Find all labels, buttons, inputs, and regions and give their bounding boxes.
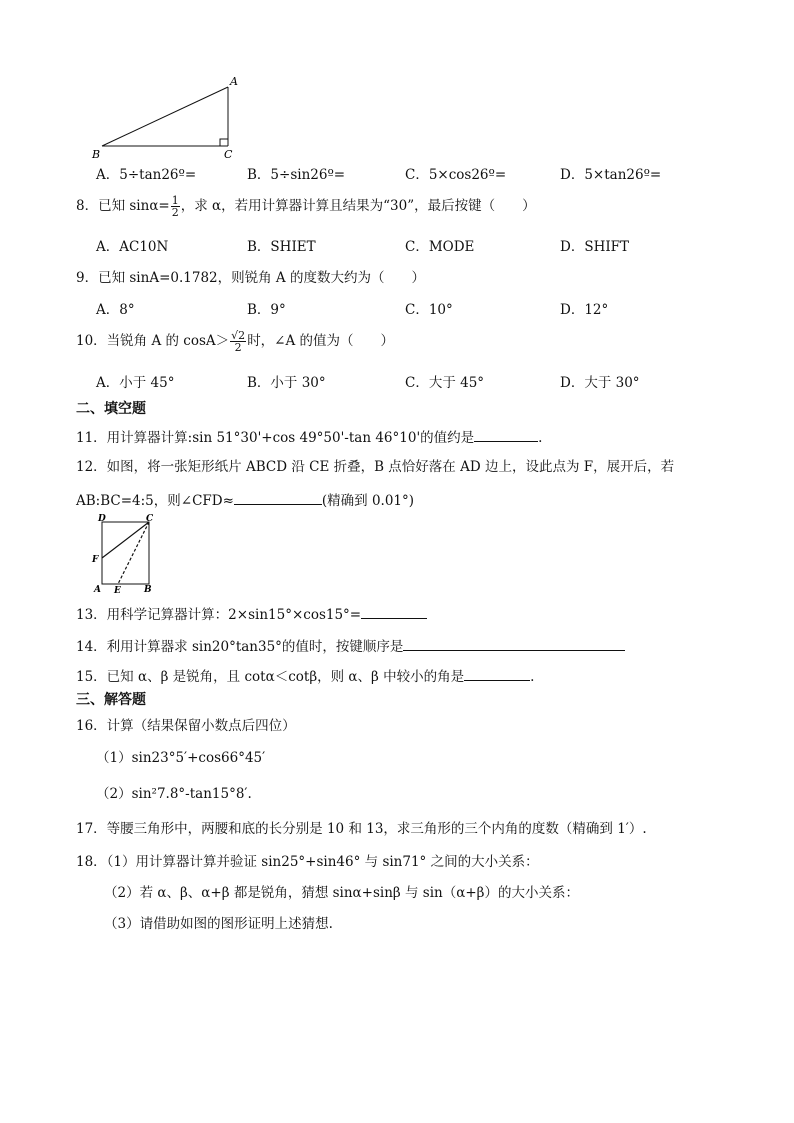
q10-frac-num: √2 (231, 329, 246, 342)
vertex-label-f: F (92, 555, 99, 565)
vertex-label-c2: C (146, 514, 154, 524)
q18-part3: （3）请借助如图的图形证明上述猜想. (104, 916, 333, 932)
q14-answer-blank[interactable] (403, 636, 625, 651)
q8-prefix: 8．已知 sinα= (76, 198, 170, 214)
fold-line-ce (118, 522, 149, 584)
vertex-label-c: C (224, 148, 233, 161)
vertex-label-a: A (230, 75, 238, 88)
triangle-side-ba (102, 87, 228, 146)
q13-answer-blank[interactable] (361, 604, 427, 619)
q15-tail: . (530, 669, 535, 685)
q12-answer-blank[interactable] (234, 490, 322, 505)
q8-option-a[interactable]: A．AC10N (96, 239, 169, 255)
q7-option-b[interactable]: B．5÷sin26º= (247, 167, 346, 183)
q13-text: 13．用科学记算器计算：2×sin15°×cos15°= (76, 607, 362, 623)
q12-line2 (76, 490, 414, 509)
q15-answer-blank[interactable] (464, 666, 530, 681)
q8-suffix: ，求 α，若用计算器计算且结果为“30”，最后按键（ ） (180, 198, 536, 214)
q9-option-d[interactable]: D．12° (560, 302, 609, 318)
q15-text: 15．已知 α、β 是锐角，且 cotα＜cotβ，则 α、β 中较小的角是 (76, 669, 465, 685)
q11-answer-blank[interactable] (474, 427, 538, 442)
q12-line1: 12．如图，将一张矩形纸片 ABCD 沿 CE 折叠，B 点恰好落在 AD 边上，设此点为 F，展开后，若 (76, 459, 675, 475)
q9-option-b[interactable]: B．9° (247, 302, 286, 318)
q10-option-d[interactable]: D．大于 30° (560, 375, 640, 391)
q12-text: AB:BC=4:5，则∠CFD≈ (76, 493, 234, 509)
q10-option-b[interactable]: B．小于 30° (247, 375, 326, 391)
q13-question (76, 604, 427, 623)
q10-prefix: 10．当锐角 A 的 cosA＞ (76, 333, 230, 349)
fold-line-fc (102, 522, 149, 558)
right-angle-mark (220, 139, 228, 146)
vertex-label-a2: A (94, 585, 101, 595)
section-solve-title: 三、解答题 (76, 692, 146, 708)
vertex-label-b: B (92, 148, 101, 161)
q10-suffix: 时，∠A 的值为（ ） (247, 333, 395, 349)
q11-text: 11．用计算器计算:sin 51°30'+cos 49°50'-tan 46°10'的值约是 (76, 430, 475, 446)
vertex-label-e: E (114, 586, 121, 596)
q11-tail: . (538, 430, 543, 446)
q10-fraction (230, 330, 246, 353)
q8-frac-den: 2 (171, 206, 179, 219)
section-fill-in-title: 二、填空题 (76, 401, 146, 417)
q8-frac-num: 1 (171, 194, 179, 207)
q8-option-c[interactable]: C．MODE (405, 239, 475, 255)
q15-question (76, 666, 534, 685)
q18-part2: （2）若 α、β、α+β 都是锐角，猜想 sinα+sinβ 与 sin（α+β）的大小关系： (104, 885, 579, 901)
q7-option-d[interactable]: D．5×tan26º= (560, 167, 662, 183)
q8-option-b[interactable]: B．SHIET (247, 239, 316, 255)
q9-option-c[interactable]: C．10° (405, 302, 453, 318)
triangle-figure (88, 72, 248, 164)
q7-option-c[interactable]: C．5×cos26º= (405, 167, 507, 183)
q9-option-a[interactable]: A．8° (96, 302, 135, 318)
q7-option-a[interactable]: A．5÷tan26º= (96, 167, 197, 183)
vertex-label-d: D (98, 514, 106, 524)
q8-fraction (171, 195, 180, 218)
q14-question (76, 636, 625, 655)
q16-part1: （1）sin23°5′+cos66°45′ (96, 750, 266, 766)
vertex-label-b2: B (144, 585, 152, 595)
q16-question: 16．计算（结果保留小数点后四位） (76, 718, 296, 734)
q17-question: 17．等腰三角形中，两腰和底的长分别是 10 和 13，求三角形的三个内角的度数（精确到 1′）. (76, 821, 647, 837)
q10-option-a[interactable]: A．小于 45° (96, 375, 175, 391)
q8-question (76, 195, 536, 218)
q16-part2: （2）sin²7.8°-tan15°8′. (96, 786, 252, 802)
q14-text: 14．利用计算器求 sin20°tan35°的值时，按键顺序是 (76, 639, 404, 655)
q12-tail: (精确到 0.01°) (321, 493, 415, 509)
rectangle-figure (88, 512, 164, 596)
q18-part1: 18．（1）用计算器计算并验证 sin25°+sin46° 与 sin71° 之间的大小关系： (76, 854, 539, 870)
q8-option-d[interactable]: D．SHIFT (560, 239, 630, 255)
q9-question: 9．已知 sinA=0.1782，则锐角 A 的度数大约为（ ） (76, 270, 425, 286)
q10-frac-den: 2 (234, 341, 242, 354)
q10-question (76, 330, 394, 353)
q11-question (76, 427, 542, 446)
q10-option-c[interactable]: C．大于 45° (405, 375, 485, 391)
